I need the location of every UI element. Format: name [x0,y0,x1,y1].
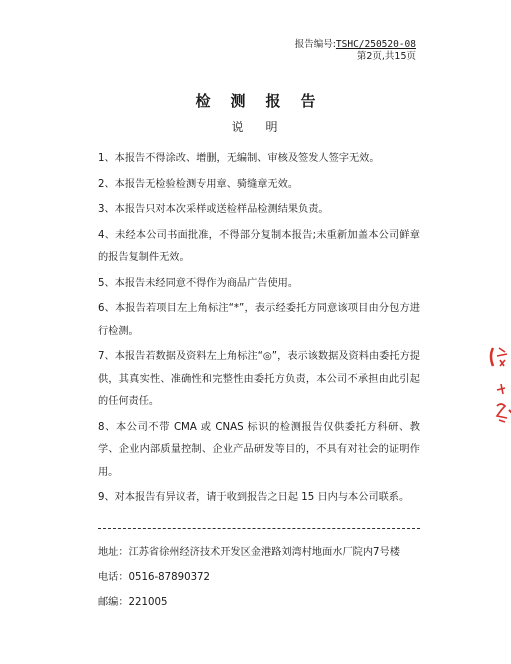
address-line: 地址：江苏省徐州经济技术开发区金港路刘湾村地面水厂院内7号楼 [98,547,400,558]
note-item-3: 3、本报告只对本次采样或送检样品检测结果负责。 [98,204,329,215]
report-number-line [295,39,416,51]
report-number-block [295,39,416,63]
page-subtitle: 说明 [231,120,300,134]
report-number-label: 报告编号: [294,39,336,50]
note-item-1: 1、本报告不得涂改、增删，无编制、审核及签发人签字无效。 [98,153,380,164]
notes-list [98,148,420,513]
note-item-9: 9、对本报告有异议者，请于收到报告之日起 15 日内与本公司联系。 [98,492,410,503]
contact-footer [98,542,428,617]
note-item-8: 8、本公司不带 CMA 或 CNAS 标识的检测报告仅供委托方科研、教学、企业内部质量控制、企业产品研发等目的，不具有对社会的证明作用。 [98,421,420,478]
page-info: 第2页,共15页 [356,51,416,62]
seal-stamp-icon [487,340,511,436]
footer-divider [98,528,420,529]
note-item-5: 5、本报告未经同意不得作为商品广告使用。 [98,277,299,289]
note-item-7: 7、本报告若数据及资料左上角标注“◎”，表示该数据及资料由委托方提供，其真实性、准确性和完整性由委托方负责，本公司不承担由此引起的任何责任。 [98,351,420,407]
note-item-2: 2、本报告无检验检测专用章、骑缝章无效。 [98,178,299,190]
note-item-4: 4、未经本公司书面批准，不得部分复制本报告;未重新加盖本公司鲜章的报告复制件无效。 [98,229,420,263]
phone-line: 电话：0516-87890372 [98,572,211,583]
note-item-6: 6、本报告若项目左上角标注“*”，表示经委托方同意该项目由分包方进行检测。 [98,303,420,337]
page-title: 检测报告 [195,92,336,110]
report-number-value: TSHC/250520-08 [335,39,416,50]
postcode-line: 邮编：221005 [98,597,168,608]
